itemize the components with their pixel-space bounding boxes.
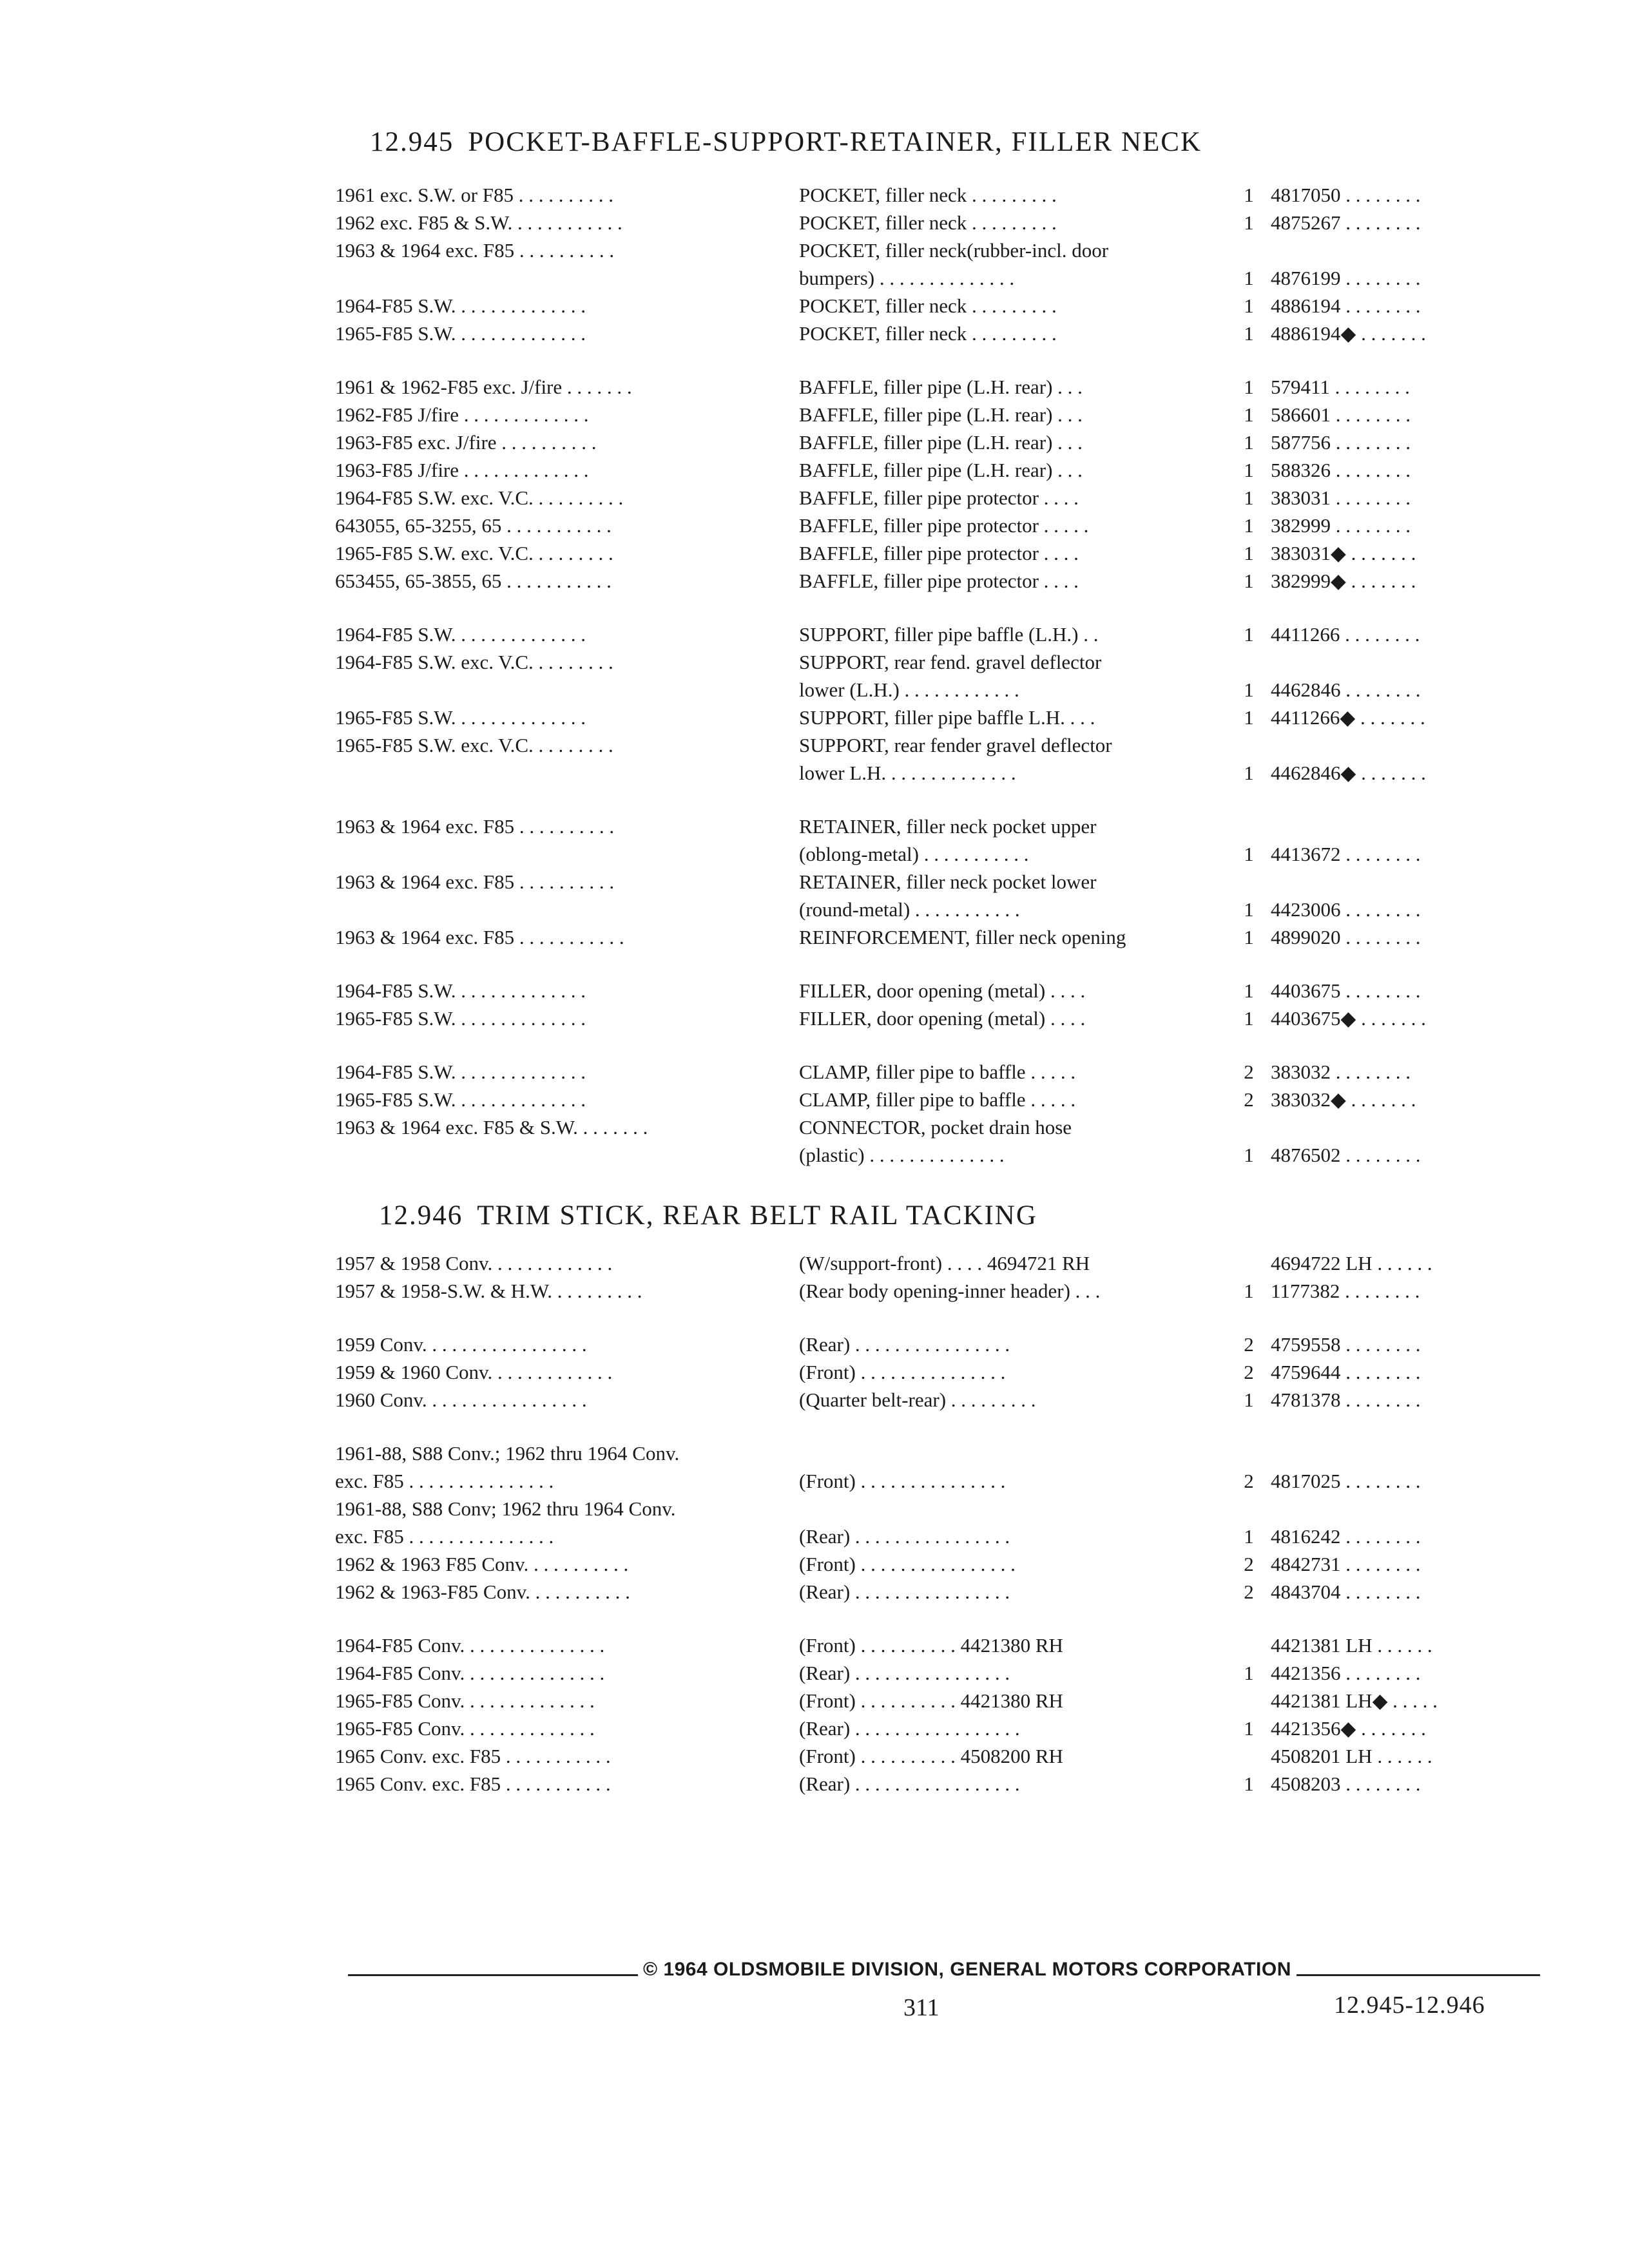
application-cell: 1963 & 1964 exc. F85 . . . . . . . . . . [335,870,615,893]
table-row [0,760,1629,789]
description-cell: (Rear body opening-inner header) . . . [799,1280,1101,1302]
description-cell: SUPPORT, filler pipe baffle L.H. . . . [799,706,1095,729]
section-heading: POCKET-BAFFLE-SUPPORT-RETAINER, FILLER NECK [468,127,1202,157]
description-cell: CLAMP, filler pipe to baffle . . . . . [799,1061,1076,1083]
quantity-cell: 2 [1244,1361,1254,1383]
part-number-cell: 4899020 . . . . . . . . [1271,926,1421,948]
description-cell: RETAINER, filler neck pocket upper [799,815,1097,838]
quantity-cell: 1 [1244,706,1254,729]
table-row [0,841,1629,870]
description-cell: (Rear) . . . . . . . . . . . . . . . . [799,1662,1010,1684]
application-cell: exc. F85 . . . . . . . . . . . . . . . [335,1525,554,1548]
quantity-cell: 1 [1244,486,1254,509]
description-cell: (Front) . . . . . . . . . . . . . . . . [799,1553,1016,1575]
table-row [0,732,1629,762]
page-number: 311 [903,1994,940,2021]
part-number-cell: 4411266◆ . . . . . . . [1271,706,1425,729]
description-cell: BAFFLE, filler pipe protector . . . . [799,486,1079,509]
table-row [0,320,1629,350]
table-row [0,401,1629,431]
description-cell: lower (L.H.) . . . . . . . . . . . . [799,678,1019,701]
application-cell: 1965-F85 S.W. exc. V.C. . . . . . . . . [335,734,613,756]
part-number-cell: 4421381 LH . . . . . . [1271,1634,1432,1657]
part-number-cell: 4759558 . . . . . . . . [1271,1333,1421,1356]
application-cell: 1965 Conv. exc. F85 . . . . . . . . . . . [335,1773,611,1795]
part-number-cell: 579411 . . . . . . . . [1271,376,1410,398]
description-cell: (Quarter belt-rear) . . . . . . . . . [799,1389,1036,1411]
table-row [0,1331,1629,1361]
quantity-cell: 2 [1244,1088,1254,1111]
description-cell: (Rear) . . . . . . . . . . . . . . . . [799,1333,1010,1356]
quantity-cell: 1 [1244,376,1254,398]
application-cell: 653455, 65-3855, 65 . . . . . . . . . . . [335,570,612,592]
description-cell: (W/support-front) . . . . 4694721 RH [799,1252,1090,1274]
quantity-cell: 1 [1244,678,1254,701]
part-number-cell: 588326 . . . . . . . . [1271,459,1411,481]
part-number-cell: 4421381 LH◆ . . . . . [1271,1689,1438,1712]
part-number-cell: 4886194◆ . . . . . . . [1271,322,1426,345]
section-title [370,126,1202,158]
part-number-cell: 383032 . . . . . . . . [1271,1061,1411,1083]
description-cell: (Front) . . . . . . . . . . . . . . . [799,1470,1006,1492]
table-row [0,1086,1629,1116]
application-cell: 1963 & 1964 exc. F85 & S.W. . . . . . . . [335,1116,648,1139]
table-row [0,1579,1629,1608]
application-cell: 1961 exc. S.W. or F85 . . . . . . . . . . [335,184,613,206]
description-cell: RETAINER, filler neck pocket lower [799,870,1097,893]
part-number-cell: 4875267 . . . . . . . . [1271,211,1421,234]
table-row [0,813,1629,843]
description-cell: (Front) . . . . . . . . . . 4421380 RH [799,1634,1063,1657]
quantity-cell: 1 [1244,431,1254,454]
section-range: 12.945-12.946 [1334,1992,1485,2019]
table-row [0,649,1629,678]
table-row [0,704,1629,734]
quantity-cell: 1 [1244,267,1254,289]
quantity-cell: 2 [1244,1553,1254,1575]
description-cell: SUPPORT, filler pipe baffle (L.H.) . . [799,623,1099,646]
application-cell: 1965-F85 S.W. . . . . . . . . . . . . . [335,706,586,729]
quantity-cell: 1 [1244,403,1254,426]
description-cell: (Rear) . . . . . . . . . . . . . . . . . [799,1773,1020,1795]
quantity-cell: 1 [1244,322,1254,345]
application-cell: 1962 & 1963 F85 Conv. . . . . . . . . . . [335,1553,629,1575]
description-cell: FILLER, door opening (metal) . . . . [799,1007,1086,1030]
table-row [0,1142,1629,1171]
quantity-cell: 1 [1244,1773,1254,1795]
part-number-cell: 4508201 LH . . . . . . [1271,1745,1432,1767]
footer-copyright: © 1964 OLDSMOBILE DIVISION, GENERAL MOTORS CORPORATION [638,1959,1296,1981]
table-row [0,429,1629,459]
description-cell: (plastic) . . . . . . . . . . . . . . [799,1144,1005,1166]
part-number-cell: 383032◆ . . . . . . . [1271,1088,1416,1111]
table-row [0,1743,1629,1773]
table-row [0,457,1629,486]
quantity-cell: 2 [1244,1581,1254,1603]
description-cell: (Rear) . . . . . . . . . . . . . . . . [799,1525,1010,1548]
application-cell: 1962-F85 J/fire . . . . . . . . . . . . . [335,403,589,426]
table-row [0,265,1629,294]
part-number-cell: 4759644 . . . . . . . . [1271,1361,1421,1383]
part-number-cell: 382999◆ . . . . . . . [1271,570,1416,592]
application-cell: 1964-F85 S.W. . . . . . . . . . . . . . [335,294,586,317]
description-cell: POCKET, filler neck . . . . . . . . . [799,211,1057,234]
part-number-cell: 4876199 . . . . . . . . [1271,267,1421,289]
table-row [0,209,1629,239]
description-cell: (oblong-metal) . . . . . . . . . . . [799,843,1029,865]
part-number-cell: 4842731 . . . . . . . . [1271,1553,1421,1575]
table-row [0,896,1629,926]
application-cell: 1965-F85 Conv. . . . . . . . . . . . . . [335,1717,595,1740]
table-row [0,1632,1629,1662]
part-number-cell: 1177382 . . . . . . . . [1271,1280,1420,1302]
description-cell: BAFFLE, filler pipe protector . . . . . [799,514,1089,537]
application-cell: 1960 Conv. . . . . . . . . . . . . . . . . [335,1389,587,1411]
description-cell: POCKET, filler neck . . . . . . . . . [799,294,1057,317]
quantity-cell: 2 [1244,1061,1254,1083]
quantity-cell: 1 [1244,184,1254,206]
application-cell: 1957 & 1958-S.W. & H.W. . . . . . . . . . [335,1280,642,1302]
part-number-cell: 4694722 LH . . . . . . [1271,1252,1432,1274]
section-heading: TRIM STICK, REAR BELT RAIL TACKING [477,1200,1037,1231]
quantity-cell: 1 [1244,1525,1254,1548]
application-cell: 1959 & 1960 Conv. . . . . . . . . . . . . [335,1361,613,1383]
part-number-cell: 4421356◆ . . . . . . . [1271,1717,1426,1740]
application-cell: 643055, 65-3255, 65 . . . . . . . . . . . [335,514,612,537]
table-row [0,1551,1629,1581]
description-cell: (Front) . . . . . . . . . . 4508200 RH [799,1745,1063,1767]
table-row [0,485,1629,514]
quantity-cell: 1 [1244,1280,1254,1302]
part-number-cell: 587756 . . . . . . . . [1271,431,1411,454]
table-row [0,1114,1629,1144]
quantity-cell: 1 [1244,1662,1254,1684]
table-row [0,977,1629,1007]
table-row [0,1687,1629,1717]
description-cell: BAFFLE, filler pipe (L.H. rear) . . . [799,376,1083,398]
application-cell: 1964-F85 S.W. . . . . . . . . . . . . . [335,1061,586,1083]
table-row [0,1059,1629,1088]
description-cell: CLAMP, filler pipe to baffle . . . . . [799,1088,1076,1111]
quantity-cell: 1 [1244,570,1254,592]
application-cell: 1964-F85 S.W. exc. V.C. . . . . . . . . . [335,486,624,509]
part-number-cell: 4508203 . . . . . . . . [1271,1773,1421,1795]
description-cell: (round-metal) . . . . . . . . . . . [799,898,1020,921]
table-row [0,1495,1629,1525]
part-number-cell: 4817050 . . . . . . . . [1271,184,1421,206]
description-cell: bumpers) . . . . . . . . . . . . . . [799,267,1015,289]
quantity-cell: 1 [1244,211,1254,234]
application-cell: 1964-F85 S.W. . . . . . . . . . . . . . [335,979,586,1002]
application-cell: 1961 & 1962-F85 exc. J/fire . . . . . . . [335,376,632,398]
part-number-cell: 4411266 . . . . . . . . [1271,623,1420,646]
table-row [0,568,1629,597]
part-number-cell: 4403675 . . . . . . . . [1271,979,1421,1002]
application-cell: 1965 Conv. exc. F85 . . . . . . . . . . . [335,1745,611,1767]
application-cell: 1964-F85 S.W. . . . . . . . . . . . . . [335,623,586,646]
table-row [0,1715,1629,1745]
application-cell: 1961-88, S88 Conv; 1962 thru 1964 Conv. [335,1497,676,1520]
description-cell: BAFFLE, filler pipe (L.H. rear) . . . [799,403,1083,426]
quantity-cell: 2 [1244,1333,1254,1356]
quantity-cell: 1 [1244,762,1254,784]
table-row [0,1771,1629,1800]
table-row [0,237,1629,267]
quantity-cell: 1 [1244,542,1254,564]
part-number-cell: 4817025 . . . . . . . . [1271,1470,1421,1492]
description-cell: SUPPORT, rear fend. gravel deflector [799,651,1102,673]
quantity-cell: 2 [1244,1470,1254,1492]
application-cell: 1965-F85 S.W. exc. V.C. . . . . . . . . [335,542,613,564]
table-row [0,374,1629,403]
quantity-cell: 1 [1244,843,1254,865]
application-cell: 1963-F85 exc. J/fire . . . . . . . . . . [335,431,597,454]
table-row [0,182,1629,211]
application-cell: 1961-88, S88 Conv.; 1962 thru 1964 Conv. [335,1442,680,1465]
table-row [0,1387,1629,1416]
description-cell: (Front) . . . . . . . . . . 4421380 RH [799,1689,1063,1712]
application-cell: 1965-F85 Conv. . . . . . . . . . . . . . [335,1689,595,1712]
description-cell: POCKET, filler neck . . . . . . . . . [799,184,1057,206]
application-cell: 1965-F85 S.W. . . . . . . . . . . . . . [335,1088,586,1111]
table-row [0,677,1629,706]
part-number-cell: 4421356 . . . . . . . . [1271,1662,1421,1684]
section-number: 12.945 [370,127,454,157]
table-row [0,1278,1629,1307]
description-cell: BAFFLE, filler pipe (L.H. rear) . . . [799,431,1083,454]
quantity-cell: 1 [1244,898,1254,921]
application-cell: 1963-F85 J/fire . . . . . . . . . . . . . [335,459,589,481]
description-cell: lower L.H. . . . . . . . . . . . . . [799,762,1016,784]
application-cell: 1959 Conv. . . . . . . . . . . . . . . . . [335,1333,587,1356]
table-row [0,1359,1629,1389]
description-cell: POCKET, filler neck . . . . . . . . . [799,322,1057,345]
part-number-cell: 4816242 . . . . . . . . [1271,1525,1421,1548]
part-number-cell: 4403675◆ . . . . . . . [1271,1007,1426,1030]
table-row [0,1660,1629,1689]
quantity-cell: 1 [1244,623,1254,646]
description-cell: POCKET, filler neck(rubber-incl. door [799,239,1109,262]
application-cell: 1962 & 1963-F85 Conv. . . . . . . . . . . [335,1581,630,1603]
quantity-cell: 1 [1244,514,1254,537]
table-row [0,869,1629,898]
table-row [0,540,1629,570]
part-number-cell: 4462846 . . . . . . . . [1271,678,1421,701]
table-row [0,1250,1629,1280]
part-number-cell: 383031 . . . . . . . . [1271,486,1411,509]
part-number-cell: 4781378 . . . . . . . . [1271,1389,1421,1411]
application-cell: 1964-F85 Conv. . . . . . . . . . . . . . . [335,1634,605,1657]
table-row [0,293,1629,322]
description-cell: FILLER, door opening (metal) . . . . [799,979,1086,1002]
section-title [379,1200,1037,1231]
application-cell: 1957 & 1958 Conv. . . . . . . . . . . . . [335,1252,613,1274]
application-cell: 1965-F85 S.W. . . . . . . . . . . . . . [335,1007,586,1030]
part-number-cell: 4876502 . . . . . . . . [1271,1144,1421,1166]
application-cell: 1963 & 1964 exc. F85 . . . . . . . . . . [335,815,615,838]
description-cell: CONNECTOR, pocket drain hose [799,1116,1072,1139]
table-row [0,1468,1629,1497]
table-row [0,1523,1629,1553]
description-cell: REINFORCEMENT, filler neck opening [799,926,1126,948]
application-cell: 1964-F85 S.W. exc. V.C. . . . . . . . . [335,651,613,673]
quantity-cell: 1 [1244,1389,1254,1411]
quantity-cell: 1 [1244,1717,1254,1740]
part-number-cell: 4423006 . . . . . . . . [1271,898,1421,921]
description-cell: BAFFLE, filler pipe (L.H. rear) . . . [799,459,1083,481]
description-cell: (Rear) . . . . . . . . . . . . . . . . [799,1581,1010,1603]
part-number-cell: 4886194 . . . . . . . . [1271,294,1421,317]
application-cell: 1963 & 1964 exc. F85 . . . . . . . . . . [335,239,615,262]
quantity-cell: 1 [1244,294,1254,317]
application-cell: 1962 exc. F85 & S.W. . . . . . . . . . . . [335,211,622,234]
description-cell: SUPPORT, rear fender gravel deflector [799,734,1112,756]
quantity-cell: 1 [1244,1144,1254,1166]
quantity-cell: 1 [1244,459,1254,481]
application-cell: 1965-F85 S.W. . . . . . . . . . . . . . [335,322,586,345]
application-cell: exc. F85 . . . . . . . . . . . . . . . [335,1470,554,1492]
description-cell: (Front) . . . . . . . . . . . . . . . [799,1361,1006,1383]
description-cell: BAFFLE, filler pipe protector . . . . [799,542,1079,564]
description-cell: BAFFLE, filler pipe protector . . . . [799,570,1079,592]
application-cell: 1964-F85 Conv. . . . . . . . . . . . . . . [335,1662,605,1684]
part-number-cell: 382999 . . . . . . . . [1271,514,1411,537]
part-number-cell: 383031◆ . . . . . . . [1271,542,1416,564]
part-number-cell: 4413672 . . . . . . . . [1271,843,1421,865]
table-row [0,924,1629,954]
part-number-cell: 4462846◆ . . . . . . . [1271,762,1426,784]
description-cell: (Rear) . . . . . . . . . . . . . . . . . [799,1717,1020,1740]
quantity-cell: 1 [1244,979,1254,1002]
table-row [0,512,1629,542]
part-number-cell: 4843704 . . . . . . . . [1271,1581,1421,1603]
quantity-cell: 1 [1244,1007,1254,1030]
application-cell: 1963 & 1964 exc. F85 . . . . . . . . . . . [335,926,624,948]
table-row [0,1440,1629,1470]
part-number-cell: 586601 . . . . . . . . [1271,403,1411,426]
section-number: 12.946 [379,1200,463,1231]
table-row [0,621,1629,651]
quantity-cell: 1 [1244,926,1254,948]
table-row [0,1005,1629,1035]
